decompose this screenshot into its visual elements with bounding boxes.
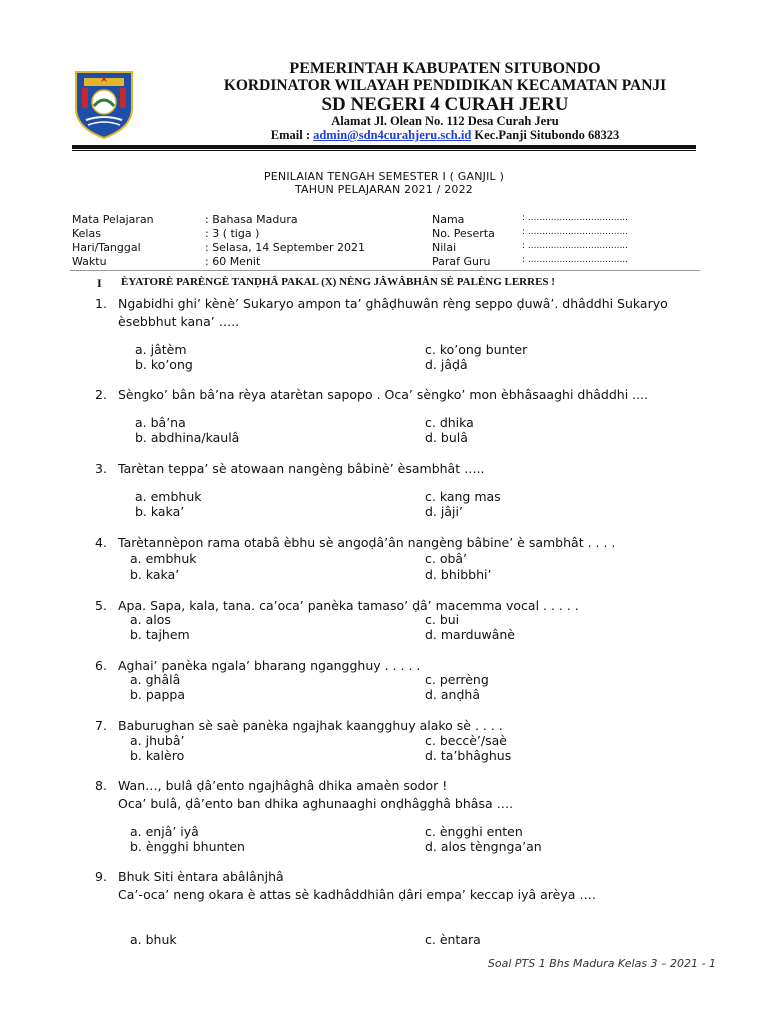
info-field-teacher-sign: : ................................... bbox=[522, 255, 629, 265]
question-text: Sèngko’ bân bâ’na rèya atarètan sapopo . Oca’ sèngko’ mon èbhâsaaghi dhâddhi .... bbox=[118, 387, 649, 402]
q6-option-d[interactable]: d. anḍhâ bbox=[425, 687, 480, 702]
header-school-name: SD NEGERI 4 CURAH JERU bbox=[321, 94, 569, 115]
question-text: Tarètan teppa’ sè atowaan nangèng bâbinè’ èsambhât ….. bbox=[118, 461, 485, 476]
info-field-participant-no: : ................................... bbox=[522, 227, 629, 237]
question-number: 7. bbox=[95, 718, 107, 733]
q3-option-b[interactable]: b. kaka’ bbox=[135, 504, 185, 519]
q8-option-c[interactable]: c. èngghi enten bbox=[425, 824, 523, 839]
question-5 bbox=[95, 597, 735, 615]
question-1 bbox=[95, 295, 725, 331]
question-text: Tarètannèpon rama otabâ èbhu sè angoḍâ’ân nangèng bâbine’ è sambhât . . . . bbox=[118, 535, 616, 550]
q1-option-a[interactable]: a. jâtèm bbox=[135, 342, 187, 357]
q7-option-a[interactable]: a. jhubâ’ bbox=[130, 733, 185, 748]
page-footer: Soal PTS 1 Bhs Madura Kelas 3 – 2021 - 1 bbox=[487, 957, 716, 970]
question-3 bbox=[95, 460, 735, 478]
section-number: I bbox=[97, 276, 102, 290]
question-number: 5. bbox=[95, 598, 107, 613]
question-text: Aghai’ panèka ngala’ bharang ngangghuy . . . . . bbox=[118, 658, 421, 673]
question-text: Baburughan sè saè panèka ngajhak kaangghuy alako sè . . . . bbox=[118, 718, 503, 733]
q9-option-a[interactable]: a. bhuk bbox=[130, 932, 177, 947]
question-text: Wan…, bulâ ḍâ’ento ngajhâghâ dhika amaèn sodor ! bbox=[118, 778, 448, 793]
q7-option-c[interactable]: c. beccè’/saè bbox=[425, 733, 507, 748]
question-text-line2: Ca’-oca’ neng okara è attas sè kadhâddhiân ḍâri empa’ keccap iyâ arèya …. bbox=[118, 887, 596, 902]
email-link[interactable]: admin@sdn4curahjeru.sch.id bbox=[313, 128, 472, 142]
header-email-line bbox=[150, 128, 740, 143]
info-divider bbox=[70, 270, 700, 271]
question-2 bbox=[95, 386, 735, 404]
q5-option-d[interactable]: d. marduwânè bbox=[425, 627, 515, 642]
question-number: 8. bbox=[95, 778, 107, 793]
info-label-date: Hari/Tanggal bbox=[72, 241, 141, 254]
q2-option-a[interactable]: a. bâ’na bbox=[135, 415, 186, 430]
info-value-date: : Selasa, 14 September 2021 bbox=[205, 241, 365, 254]
info-value-subject: : Bahasa Madura bbox=[205, 213, 298, 226]
info-label-score: Nilai bbox=[432, 241, 457, 254]
question-number: 6. bbox=[95, 658, 107, 673]
q3-option-c[interactable]: c. kang mas bbox=[425, 489, 501, 504]
q5-option-c[interactable]: c. bui bbox=[425, 612, 460, 627]
q1-option-b[interactable]: b. ko’ong bbox=[135, 357, 193, 372]
q6-option-b[interactable]: b. pappa bbox=[130, 687, 186, 702]
info-label-class: Kelas bbox=[72, 227, 101, 240]
q6-option-c[interactable]: c. perrèng bbox=[425, 672, 489, 687]
q2-option-b[interactable]: b. abdhina/kaulâ bbox=[135, 430, 240, 445]
exam-title: PENILAIAN TENGAH SEMESTER I ( GANJIL ) bbox=[263, 170, 505, 183]
q8-option-a[interactable]: a. enjâ’ iyâ bbox=[130, 824, 199, 839]
info-label-teacher-sign: Paraf Guru bbox=[432, 255, 491, 268]
q2-option-c[interactable]: c. dhika bbox=[425, 415, 474, 430]
q9-option-c[interactable]: c. èntara bbox=[425, 932, 481, 947]
q4-option-a[interactable]: a. embhuk bbox=[130, 551, 197, 566]
section-instruction: ÈYATORÈ PARÈNGÈ TANḌHÂ PAKAL (X) NÈNG JÂWÂBHÂN SÈ PALÈNG LERRES ! bbox=[121, 276, 555, 288]
question-8 bbox=[95, 777, 735, 813]
question-text-line2: Oca’ bulâ, ḍâ’ento ban dhika aghunaaghi onḍhâgghâ bhâsa …. bbox=[118, 796, 514, 811]
q5-option-b[interactable]: b. tajhem bbox=[130, 627, 190, 642]
q6-option-a[interactable]: a. ghâlâ bbox=[130, 672, 181, 687]
info-field-name: : ................................... bbox=[522, 213, 629, 223]
q3-option-a[interactable]: a. embhuk bbox=[135, 489, 202, 504]
header-coordinator: KORDINATOR WILAYAH PENDIDIKAN KECAMATAN PANJI bbox=[223, 77, 667, 94]
q1-option-c[interactable]: c. ko’ong bunter bbox=[425, 342, 528, 357]
q7-option-d[interactable]: d. ta’bhâghus bbox=[425, 748, 512, 763]
info-field-score: : ................................... bbox=[522, 241, 629, 251]
header-address: Alamat Jl. Olean No. 112 Desa Curah Jeru bbox=[331, 114, 559, 128]
question-number: 1. bbox=[95, 296, 107, 311]
question-9 bbox=[95, 868, 735, 904]
q4-option-d[interactable]: d. bhibbhi’ bbox=[425, 567, 492, 582]
info-value-time: : 60 Menit bbox=[205, 255, 261, 268]
info-label-name: Nama bbox=[432, 213, 465, 226]
q1-option-d[interactable]: d. jâḍâ bbox=[425, 357, 468, 372]
q8-option-d[interactable]: d. alos tèngnga’an bbox=[425, 839, 542, 854]
info-value-class: : 3 ( tiga ) bbox=[205, 227, 260, 240]
info-label-time: Waktu bbox=[72, 255, 107, 268]
q4-option-c[interactable]: c. obâ’ bbox=[425, 551, 468, 566]
q2-option-d[interactable]: d. bulâ bbox=[425, 430, 468, 445]
exam-year: TAHUN PELAJARAN 2021 / 2022 bbox=[294, 183, 474, 196]
header-rule-thick bbox=[72, 145, 696, 149]
q5-option-a[interactable]: a. alos bbox=[130, 612, 171, 627]
regency-emblem-logo bbox=[72, 66, 136, 140]
question-4 bbox=[95, 534, 735, 552]
question-number: 4. bbox=[95, 535, 107, 550]
question-6 bbox=[95, 657, 735, 675]
question-text: Ngabidhi ghi’ kènè’ Sukaryo ampon ta’ ghâḍhuwân rèng seppo ḍuwâ’. dhâddhi Sukaryo èsebbhut kana’ ….. bbox=[118, 296, 668, 329]
question-number: 2. bbox=[95, 387, 107, 402]
info-label-subject: Mata Pelajaran bbox=[72, 213, 154, 226]
question-number: 3. bbox=[95, 461, 107, 476]
header-rule-thin bbox=[72, 150, 696, 151]
question-number: 9. bbox=[95, 869, 107, 884]
q7-option-b[interactable]: b. kalèro bbox=[130, 748, 185, 763]
header-government: PEMERINTAH KABUPATEN SITUBONDO bbox=[289, 60, 601, 77]
info-label-participant-no: No. Peserta bbox=[432, 227, 495, 240]
email-tail: Kec.Panji Situbondo 68323 bbox=[471, 128, 620, 142]
q3-option-d[interactable]: d. jâji’ bbox=[425, 504, 463, 519]
question-7 bbox=[95, 717, 735, 735]
question-text: Apa. Sapa, kala, tana. ca’oca’ panèka tamaso’ ḍâ’ macemma vocal . . . . . bbox=[118, 598, 579, 613]
email-label: Email : bbox=[270, 128, 314, 142]
question-text: Bhuk Siti èntara abâlânjhâ bbox=[118, 869, 284, 884]
q4-option-b[interactable]: b. kaka’ bbox=[130, 567, 180, 582]
q8-option-b[interactable]: b. èngghi bhunten bbox=[130, 839, 245, 854]
